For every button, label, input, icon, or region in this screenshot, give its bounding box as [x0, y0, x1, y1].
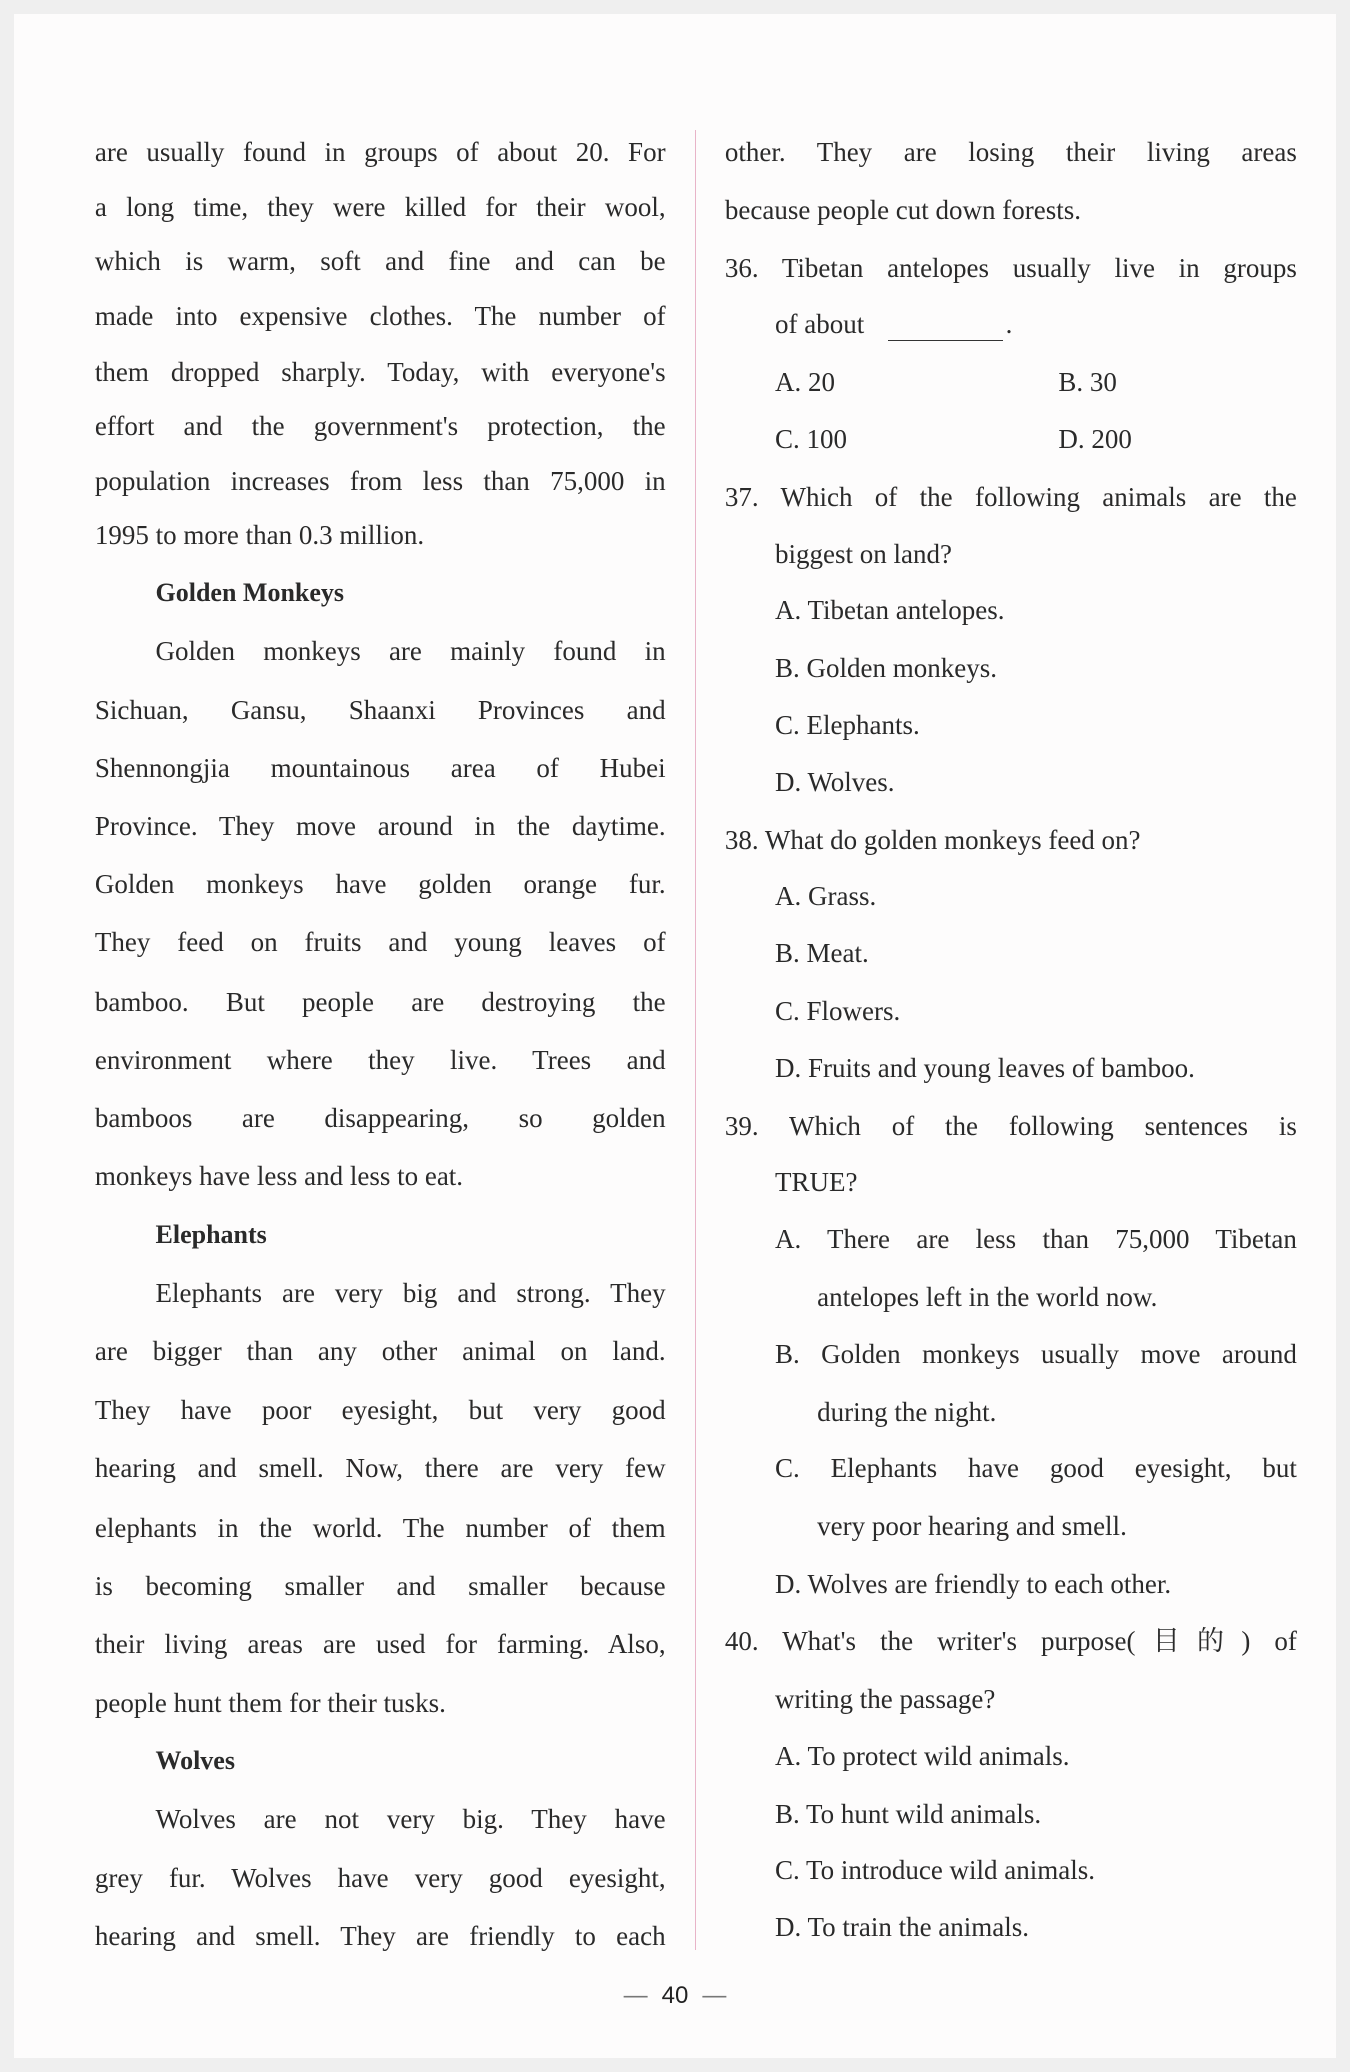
question-line: B. To hunt wild animals. [774, 1798, 1042, 1829]
passage-line: Shennongjia mountainous area of Hubei [94, 753, 666, 784]
passage-line: Wolves are not very big. They have [155, 1803, 666, 1834]
passage-line: people hunt them for their tusks. [94, 1687, 446, 1718]
passage-line: Golden monkeys are mainly found in [155, 636, 666, 667]
passage-line: their living areas are used for farming. Also, [94, 1628, 666, 1659]
question-line: during the night. [817, 1396, 997, 1427]
question-line: C. 100 [774, 423, 847, 454]
passage-line: effort and the government's protection, the [94, 410, 666, 441]
question-line: D. 200 [1058, 423, 1132, 454]
passage-line: Elephants are very big and strong. They [155, 1277, 666, 1308]
question-line: other. They are losing their living areas [724, 136, 1297, 167]
passage-line: grey fur. Wolves have very good eyesight, [94, 1863, 666, 1894]
section-heading: Elephants [155, 1219, 267, 1249]
passage-line: Province. They move around in the daytime. [94, 811, 666, 842]
section-heading: Golden Monkeys [155, 578, 345, 608]
column-divider [695, 130, 696, 1950]
question-line: very poor hearing and smell. [817, 1511, 1127, 1542]
question-line: writing the passage? [774, 1683, 996, 1714]
page-number-text: 40 [661, 1982, 689, 2009]
section-heading: Wolves [155, 1745, 235, 1775]
question-line: . [1005, 309, 1013, 340]
question-line: B. Meat. [774, 937, 869, 968]
question-line: C. To introduce wild animals. [774, 1855, 1096, 1886]
question-line: because people cut down forests. [724, 194, 1082, 225]
question-line: D. Wolves. [774, 766, 895, 797]
page-number [0, 1982, 1350, 2010]
question-line: B. Golden monkeys. [774, 653, 997, 684]
question-line: A. 20 [774, 367, 835, 398]
question-line: of about [774, 309, 865, 340]
passage-line: are usually found in groups of about 20. For [94, 136, 666, 167]
passage-line: a long time, they were killed for their wool, [94, 191, 666, 222]
question-line: antelopes left in the world now. [817, 1281, 1158, 1312]
passage-line: bamboo. But people are destroying the [94, 986, 666, 1017]
question-line: 38. What do golden monkeys feed on? [724, 824, 1141, 855]
question-line: 40. What's the writer's purpose(目的) of [724, 1625, 1297, 1656]
passage-line: population increases from less than 75,000 in [94, 466, 666, 497]
passage-line: 1995 to more than 0.3 million. [94, 520, 425, 551]
passage-line: made into expensive clothes. The number of [94, 301, 666, 332]
question-line: D. Wolves are friendly to each other. [774, 1569, 1172, 1600]
question-line: B. 30 [1058, 367, 1117, 398]
dash-left: — [623, 1982, 648, 2009]
question-line: B. Golden monkeys usually move around [774, 1338, 1297, 1369]
question-line: biggest on land? [774, 538, 952, 569]
question-line: C. Flowers. [774, 995, 901, 1026]
passage-line: elephants in the world. The number of them [94, 1512, 666, 1543]
passage-line: Sichuan, Gansu, Shaanxi Provinces and [94, 695, 666, 726]
passage-line: them dropped sharply. Today, with everyone's [94, 356, 666, 387]
dash-right: — [702, 1982, 727, 2009]
passage-line: hearing and smell. Now, there are very few [94, 1453, 666, 1484]
passage-line: Golden monkeys have golden orange fur. [94, 869, 666, 900]
passage-line: environment where they live. Trees and [94, 1044, 666, 1075]
passage-line: are bigger than any other animal on land. [94, 1335, 666, 1366]
passage-line: monkeys have less and less to eat. [94, 1160, 464, 1191]
passage-line: bamboos are disappearing, so golden [94, 1102, 666, 1133]
question-line: A. Grass. [774, 881, 877, 912]
passage-line: hearing and smell. They are friendly to each [94, 1921, 666, 1952]
question-line: D. Fruits and young leaves of bamboo. [774, 1052, 1195, 1083]
question-line: A. To protect wild animals. [774, 1740, 1070, 1771]
passage-line: They have poor eyesight, but very good [94, 1395, 666, 1426]
question-line: TRUE? [774, 1167, 858, 1198]
passage-line: They feed on fruits and young leaves of [94, 927, 666, 958]
question-line: D. To train the animals. [774, 1911, 1030, 1942]
passage-line: is becoming smaller and smaller because [94, 1570, 666, 1601]
question-line: 36. Tibetan antelopes usually live in groups [724, 252, 1297, 283]
question-line: A. Tibetan antelopes. [774, 595, 1005, 626]
question-line: 39. Which of the following sentences is [724, 1110, 1297, 1141]
question-line: C. Elephants have good eyesight, but [774, 1453, 1297, 1484]
answer-blank [888, 340, 1003, 341]
passage-line: which is warm, soft and fine and can be [94, 245, 666, 276]
question-line: C. Elephants. [774, 709, 920, 740]
question-line: A. There are less than 75,000 Tibetan [774, 1223, 1297, 1254]
question-line: 37. Which of the following animals are the [724, 481, 1297, 512]
